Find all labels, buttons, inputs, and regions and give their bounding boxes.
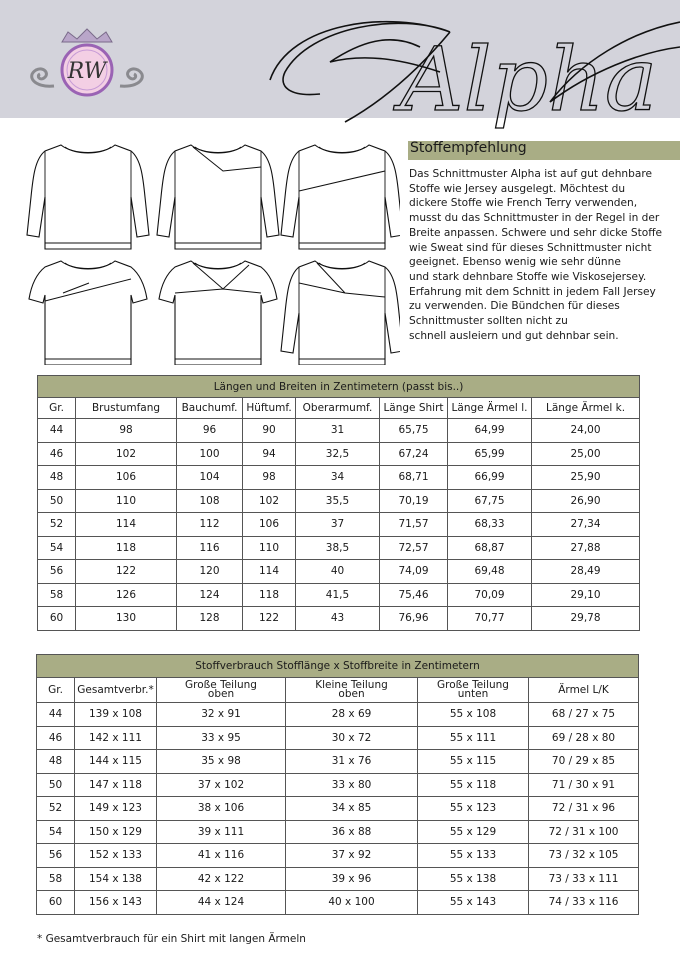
size-table-cell: 46 xyxy=(38,442,76,466)
size-table-row xyxy=(38,583,640,607)
size-table-cell: 102 xyxy=(243,489,296,513)
size-table-cell: 48 xyxy=(38,466,76,490)
fabric-table-cell: 60 xyxy=(37,891,75,915)
fabric-table-cell: 28 x 69 xyxy=(286,703,418,727)
size-table-header: Gr. xyxy=(38,398,76,419)
size-table-cell: 27,88 xyxy=(532,536,640,560)
size-table-cell: 28,49 xyxy=(532,560,640,584)
size-table-cell: 110 xyxy=(243,536,296,560)
fabric-table-cell: 142 x 111 xyxy=(75,726,157,750)
size-table-cell: 112 xyxy=(177,513,243,537)
size-table-cell: 60 xyxy=(38,607,76,631)
fabric-table-header-line: oben xyxy=(338,688,365,700)
size-table-cell: 69,48 xyxy=(448,560,532,584)
size-table-cell: 68,71 xyxy=(380,466,448,490)
garment-diagonal xyxy=(281,145,400,249)
fabric-table-cell: 144 x 115 xyxy=(75,750,157,774)
fabric-table-cell: 55 x 129 xyxy=(418,820,529,844)
fabric-recommendation-heading-text: Stoffempfehlung xyxy=(410,140,527,156)
size-table-cell: 37 xyxy=(296,513,380,537)
size-table-cell: 29,78 xyxy=(532,607,640,631)
size-table-cell: 67,75 xyxy=(448,489,532,513)
size-table-header: Bauchumf. xyxy=(177,398,243,419)
fabric-table-header-line: Ärmel L/K xyxy=(558,683,609,696)
size-table-row xyxy=(38,466,640,490)
size-table-cell: 124 xyxy=(177,583,243,607)
recommendation-line: zu verwenden. Die Bündchen für dieses xyxy=(409,300,620,313)
size-table-cell: 70,09 xyxy=(448,583,532,607)
fabric-table-cell: 44 xyxy=(37,703,75,727)
garment-raglan-short xyxy=(159,261,277,365)
fabric-table-cell: 54 xyxy=(37,820,75,844)
size-table-caption: Längen und Breiten in Zentimetern (passt bis..) xyxy=(38,376,640,398)
fabric-table-cell: 42 x 122 xyxy=(157,867,286,891)
fabric-table-cell: 56 xyxy=(37,844,75,868)
size-table-cell: 76,96 xyxy=(380,607,448,631)
fabric-recommendation-heading xyxy=(408,141,680,160)
fabric-table-cell: 73 / 33 x 111 xyxy=(529,867,639,891)
fabric-table-cell: 33 x 80 xyxy=(286,773,418,797)
fabric-consumption-table xyxy=(36,654,639,915)
size-table-header: Länge Ärmel k. xyxy=(532,398,640,419)
recommendation-line: wie Sweat sind für dieses Schnittmuster nicht xyxy=(409,241,652,254)
size-table-cell: 98 xyxy=(243,466,296,490)
fabric-table-cell: 32 x 91 xyxy=(157,703,286,727)
size-table-row xyxy=(38,536,640,560)
size-table-cell: 96 xyxy=(177,419,243,443)
pattern-title-text: Alpha xyxy=(400,28,658,130)
fabric-table-cell: 35 x 98 xyxy=(157,750,286,774)
fabric-table-cell: 55 x 123 xyxy=(418,797,529,821)
fabric-table-cell: 55 x 143 xyxy=(418,891,529,915)
fabric-table-row xyxy=(37,703,639,727)
size-table-cell: 122 xyxy=(76,560,177,584)
fabric-table-cell: 55 x 115 xyxy=(418,750,529,774)
size-table-cell: 56 xyxy=(38,560,76,584)
recommendation-line: Breite anpassen. Schwere und sehr dicke Stoffe xyxy=(409,226,663,239)
size-table-cell: 122 xyxy=(243,607,296,631)
size-table xyxy=(37,375,640,631)
fabric-table-cell: 139 x 108 xyxy=(75,703,157,727)
size-table-cell: 94 xyxy=(243,442,296,466)
size-table-row xyxy=(38,489,640,513)
size-table-header: Länge Ärmel l. xyxy=(448,398,532,419)
recommendation-line: geeignet. Ebenso wenig wie sehr dünne xyxy=(409,256,621,269)
fabric-table-cell: 38 x 106 xyxy=(157,797,286,821)
garment-diagonal-short xyxy=(29,261,147,365)
size-table-cell: 26,90 xyxy=(532,489,640,513)
fabric-table-cell: 39 x 111 xyxy=(157,820,286,844)
recommendation-line: Das Schnittmuster Alpha ist auf gut dehnbare xyxy=(409,168,652,180)
fabric-table-row xyxy=(37,797,639,821)
size-table-row xyxy=(38,419,640,443)
fabric-table-cell: 149 x 123 xyxy=(75,797,157,821)
size-table-header: Hüftumf. xyxy=(243,398,296,419)
fabric-table-cell: 154 x 138 xyxy=(75,867,157,891)
size-table-cell: 104 xyxy=(177,466,243,490)
fabric-table-header xyxy=(286,678,418,703)
fabric-table-header-line: Kleine Teilung xyxy=(315,679,388,691)
size-table-cell: 34 xyxy=(296,466,380,490)
size-table-cell: 110 xyxy=(76,489,177,513)
size-table-cell: 106 xyxy=(243,513,296,537)
size-table-cell: 35,5 xyxy=(296,489,380,513)
recommendation-line: Schnittmuster sollten nicht zu xyxy=(409,315,568,328)
fabric-table-cell: 55 x 111 xyxy=(418,726,529,750)
size-table-cell: 120 xyxy=(177,560,243,584)
fabric-table-cell: 55 x 133 xyxy=(418,844,529,868)
fabric-table-cell: 41 x 116 xyxy=(157,844,286,868)
size-table-row xyxy=(38,442,640,466)
fabric-table-cell: 46 xyxy=(37,726,75,750)
header-banner xyxy=(0,0,680,130)
fabric-table-caption: Stoffverbrauch Stofflänge x Stoffbreite in Zentimetern xyxy=(37,655,639,678)
size-table-cell: 65,99 xyxy=(448,442,532,466)
fabric-table-cell: 150 x 129 xyxy=(75,820,157,844)
fabric-table-cell: 156 x 143 xyxy=(75,891,157,915)
fabric-table-cell: 55 x 108 xyxy=(418,703,529,727)
size-table-cell: 98 xyxy=(76,419,177,443)
fabric-table-row xyxy=(37,750,639,774)
size-table-cell: 24,00 xyxy=(532,419,640,443)
size-table-cell: 70,19 xyxy=(380,489,448,513)
fabric-table-cell: 147 x 118 xyxy=(75,773,157,797)
size-table-cell: 70,77 xyxy=(448,607,532,631)
size-table-cell: 27,34 xyxy=(532,513,640,537)
fabric-table-cell: 74 / 33 x 116 xyxy=(529,891,639,915)
fabric-table-cell: 71 / 30 x 91 xyxy=(529,773,639,797)
size-table-cell: 114 xyxy=(76,513,177,537)
fabric-table-cell: 36 x 88 xyxy=(286,820,418,844)
fabric-table-cell: 72 / 31 x 96 xyxy=(529,797,639,821)
fabric-table-header-line: Große Teilung xyxy=(437,679,509,691)
recommendation-line: dickere Stoffe wie French Terry verwenden, xyxy=(409,197,638,210)
size-table-row xyxy=(38,560,640,584)
fabric-table-row xyxy=(37,844,639,868)
size-table-row xyxy=(38,607,640,631)
fabric-table-header-line: unten xyxy=(457,688,489,700)
fabric-table-cell: 34 x 85 xyxy=(286,797,418,821)
size-table-cell: 25,00 xyxy=(532,442,640,466)
size-table-cell: 43 xyxy=(296,607,380,631)
fabric-table-cell: 68 / 27 x 75 xyxy=(529,703,639,727)
fabric-table-cell: 70 / 29 x 85 xyxy=(529,750,639,774)
logo-monogram: RW xyxy=(67,59,107,84)
fabric-table-cell: 33 x 95 xyxy=(157,726,286,750)
fabric-table-header-line: Gr. xyxy=(48,683,63,696)
fabric-table-cell: 73 / 32 x 105 xyxy=(529,844,639,868)
fabric-table-cell: 48 xyxy=(37,750,75,774)
garment-yoke xyxy=(157,145,279,249)
fabric-table-header xyxy=(418,678,529,703)
size-table-header: Oberarmumf. xyxy=(296,398,380,419)
size-table-cell: 67,24 xyxy=(380,442,448,466)
size-table-cell: 50 xyxy=(38,489,76,513)
fabric-table-header xyxy=(75,678,157,703)
fabric-table-cell: 40 x 100 xyxy=(286,891,418,915)
fabric-table-cell: 44 x 124 xyxy=(157,891,286,915)
garment-illustrations xyxy=(25,135,400,365)
fabric-table-cell: 55 x 138 xyxy=(418,867,529,891)
fabric-table-row xyxy=(37,726,639,750)
recommendation-line: und stark dehnbare Stoffe wie Viskosejersey. xyxy=(409,270,647,283)
size-table-cell: 66,99 xyxy=(448,466,532,490)
fabric-table-cell: 58 xyxy=(37,867,75,891)
size-table-cell: 54 xyxy=(38,536,76,560)
size-table-cell: 68,33 xyxy=(448,513,532,537)
fabric-table-header-line: oben xyxy=(207,688,235,700)
size-table-cell: 71,57 xyxy=(380,513,448,537)
size-table-cell: 118 xyxy=(243,583,296,607)
fabric-table-cell: 39 x 96 xyxy=(286,867,418,891)
size-table-cell: 32,5 xyxy=(296,442,380,466)
size-table-cell: 116 xyxy=(177,536,243,560)
size-table-cell: 130 xyxy=(76,607,177,631)
fabric-table-cell: 152 x 133 xyxy=(75,844,157,868)
fabric-table-row xyxy=(37,867,639,891)
size-table-cell: 118 xyxy=(76,536,177,560)
size-table-cell: 90 xyxy=(243,419,296,443)
size-table-row xyxy=(38,513,640,537)
recommendation-line: musst du das Schnittmuster in der Regel in der xyxy=(409,212,660,225)
fabric-recommendation-text xyxy=(409,167,677,343)
size-table-cell: 44 xyxy=(38,419,76,443)
size-table-cell: 72,57 xyxy=(380,536,448,560)
size-table-cell: 25,90 xyxy=(532,466,640,490)
size-table-header: Brustumfang xyxy=(76,398,177,419)
recommendation-line: schnell ausleiern und gut dehnbar sein. xyxy=(409,329,619,342)
size-table-cell: 40 xyxy=(296,560,380,584)
fabric-table-header-line: Gesamtverbr.* xyxy=(77,683,154,696)
fabric-table-row xyxy=(37,820,639,844)
fabric-table-cell: 52 xyxy=(37,797,75,821)
footnote: * Gesamtverbrauch für ein Shirt mit langen Ärmeln xyxy=(37,933,306,945)
size-table-header: Länge Shirt xyxy=(380,398,448,419)
fabric-table-header xyxy=(529,678,639,703)
fabric-table-cell: 30 x 72 xyxy=(286,726,418,750)
fabric-table-cell: 37 x 92 xyxy=(286,844,418,868)
size-table-cell: 126 xyxy=(76,583,177,607)
pattern-title xyxy=(250,2,680,130)
fabric-table-cell: 37 x 102 xyxy=(157,773,286,797)
fabric-table-header xyxy=(37,678,75,703)
fabric-table-row xyxy=(37,773,639,797)
size-table-cell: 31 xyxy=(296,419,380,443)
size-table-cell: 74,09 xyxy=(380,560,448,584)
garment-plain xyxy=(27,145,149,249)
size-table-cell: 68,87 xyxy=(448,536,532,560)
fabric-table-header-line: Große Teilung xyxy=(185,679,257,691)
size-table-cell: 38,5 xyxy=(296,536,380,560)
size-table-cell: 75,46 xyxy=(380,583,448,607)
recommendation-line: Erfahrung mit dem Schnitt in jedem Fall Jersey xyxy=(409,285,656,298)
fabric-table-cell: 55 x 118 xyxy=(418,773,529,797)
fabric-table-cell: 31 x 76 xyxy=(286,750,418,774)
garment-v-yoke xyxy=(281,261,400,365)
size-table-cell: 65,75 xyxy=(380,419,448,443)
size-table-cell: 29,10 xyxy=(532,583,640,607)
size-table-cell: 128 xyxy=(177,607,243,631)
size-table-cell: 114 xyxy=(243,560,296,584)
fabric-table-cell: 69 / 28 x 80 xyxy=(529,726,639,750)
brand-logo xyxy=(22,26,152,106)
size-table-cell: 100 xyxy=(177,442,243,466)
size-table-cell: 102 xyxy=(76,442,177,466)
fabric-table-cell: 72 / 31 x 100 xyxy=(529,820,639,844)
size-table-cell: 52 xyxy=(38,513,76,537)
recommendation-line: Stoffe wie Jersey ausgelegt. Möchtest du xyxy=(409,182,626,195)
fabric-table-row xyxy=(37,891,639,915)
size-table-cell: 58 xyxy=(38,583,76,607)
fabric-table-header xyxy=(157,678,286,703)
size-table-cell: 64,99 xyxy=(448,419,532,443)
size-table-cell: 41,5 xyxy=(296,583,380,607)
size-table-cell: 108 xyxy=(177,489,243,513)
fabric-table-cell: 50 xyxy=(37,773,75,797)
size-table-cell: 106 xyxy=(76,466,177,490)
